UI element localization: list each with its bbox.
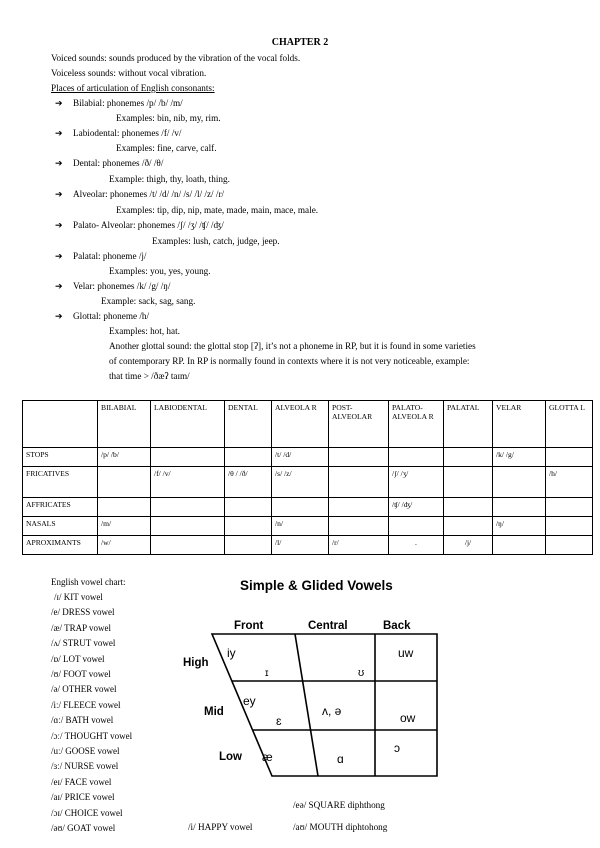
place-glottal: ➔ Glottal: phoneme /h/ (55, 311, 150, 321)
table-header: PALATO-ALVEOLA R (389, 401, 444, 448)
vowel-item: /eɪ/ FACE vowel (51, 776, 112, 787)
table-cell (546, 536, 593, 555)
table-header: LABIODENTAL (151, 401, 225, 448)
table-cell: /l/ (272, 536, 329, 555)
vowel-item: /æ/ TRAP vowel (51, 622, 112, 633)
symbol-central-mid: ʌ, ə (322, 704, 342, 718)
table-row (23, 467, 593, 498)
place-velar: ➔ Velar: phonemes /k/ /g/ /ŋ/ (55, 281, 171, 291)
table-header: GLOTTA L (546, 401, 593, 448)
arrow-icon: ➔ (55, 220, 63, 230)
symbol-ow: ow (400, 711, 416, 725)
table-row-label: STOPS (23, 448, 98, 467)
table-cell (389, 448, 444, 467)
vowel-item: /ɑː/ BATH vowel (51, 715, 114, 726)
place-example: Examples: fine, carve, calf. (116, 143, 217, 153)
row-label-high: High (183, 657, 209, 669)
arrow-icon: ➔ (55, 128, 63, 138)
table-cell (151, 536, 225, 555)
table-cell: /r/ (329, 536, 389, 555)
symbol-script-a: ɑ (337, 752, 344, 766)
vowel-item: /ə/ OTHER vowel (51, 684, 117, 695)
arrow-icon: ➔ (55, 189, 63, 199)
table-cell (151, 498, 225, 517)
symbol-ey: ey (243, 694, 256, 708)
table-cell (389, 517, 444, 536)
table-cell (225, 536, 272, 555)
table-cell: /n/ (272, 517, 329, 536)
glottal-note-line: that time > /ðæʔ taɪm/ (109, 371, 190, 381)
vowel-item: /aɪ/ PRICE vowel (51, 792, 115, 803)
table-cell (493, 498, 546, 517)
vowel-item: /uː/ GOOSE vowel (51, 746, 120, 757)
table-row-label: FRICATIVES (23, 467, 98, 498)
table-header: ALVEOLA R (272, 401, 329, 448)
symbol-lax-i: ɪ (265, 668, 269, 679)
table-header-row (23, 401, 593, 448)
vowel-square: /eə/ SQUARE diphthong (293, 800, 385, 810)
table-cell (493, 467, 546, 498)
table-cell: /ŋ/ (493, 517, 546, 536)
table-cell (329, 467, 389, 498)
table-cell: /t/ /d/ (272, 448, 329, 467)
vowel-item: /ɜː/ NURSE vowel (51, 761, 119, 772)
table-cell (329, 517, 389, 536)
symbol-iy: iy (227, 646, 236, 660)
table-cell (225, 448, 272, 467)
table-cell (493, 536, 546, 555)
table-cell (151, 517, 225, 536)
table-cell: /k/ /g/ (493, 448, 546, 467)
glottal-note-line: Another glottal sound: the glottal stop [ʔ], it’s not a phoneme in RP, but it is found in some varieties (109, 341, 476, 351)
vowel-happy: /i/ HAPPY vowel (188, 822, 253, 832)
glottal-note-line: of contemporary RP. In RP is normally found in contexts where it is not very noticeable, example: (109, 356, 470, 366)
place-alveolar: ➔ Alveolar: phonemes /t/ /d/ /n/ /s/ /l/ /z/ /r/ (55, 189, 225, 199)
table-row (23, 498, 593, 517)
table-header: VELAR (493, 401, 546, 448)
table-header: PALATAL (444, 401, 493, 448)
places-heading: Places of articulation of English consonants: (51, 83, 215, 93)
table-cell (444, 498, 493, 517)
place-example: Examples: hot, hat. (109, 326, 180, 336)
table-cell: /p/ /b/ (98, 448, 151, 467)
col-label-back: Back (383, 620, 411, 632)
arrow-icon: ➔ (55, 158, 63, 168)
place-dental: ➔ Dental: phonemes /ð/ /θ/ (55, 158, 164, 168)
place-example: Examples: tip, dip, nip, mate, made, main, mace, male. (116, 205, 319, 215)
table-header: POST-ALVEOLAR (329, 401, 389, 448)
intro-voiceless: Voiceless sounds: without vocal vibration. (51, 68, 207, 78)
vowel-item: /ʊ/ FOOT vowel (51, 669, 111, 680)
table-row-label: NASALS (23, 517, 98, 536)
table-cell (546, 498, 593, 517)
place-example: Examples: lush, catch, judge, jeep. (152, 236, 280, 246)
table-cell (546, 448, 593, 467)
vowel-item: /əʊ/ GOAT vowel (51, 823, 116, 834)
place-example: Example: thigh, thy, loath, thing. (109, 174, 230, 184)
arrow-icon: ➔ (55, 98, 63, 108)
consonant-table (22, 400, 593, 555)
intro-voiced: Voiced sounds: sounds produced by the vibration of the vocal folds. (51, 53, 301, 63)
place-bilabial: ➔ Bilabial: phonemes /p/ /b/ /m/ (55, 98, 183, 108)
table-cell (225, 517, 272, 536)
vowel-trapezoid-diagram (170, 600, 450, 785)
col-label-central: Central (308, 620, 348, 632)
table-cell (151, 448, 225, 467)
table-cell: . (389, 536, 444, 555)
table-cell: /ʧ/ /ʤ/ (389, 498, 444, 517)
row-label-mid: Mid (204, 706, 224, 718)
place-example: Examples: bin, nib, my, rim. (116, 113, 221, 123)
chapter-title: CHAPTER 2 (271, 37, 329, 48)
table-row-label: APROXIMANTS (23, 536, 98, 555)
place-example: Examples: you, yes, young. (109, 266, 211, 276)
table-cell (444, 517, 493, 536)
vowel-item: /e/ DRESS vowel (51, 607, 115, 618)
place-labiodental: ➔ Labiodental: phonemes /f/ /v/ (55, 128, 182, 138)
symbol-open-o: ɔ (394, 741, 400, 755)
vowel-item: /ɔː/ THOUGHT vowel (51, 730, 133, 741)
vowel-item: /iː/ FLEECE vowel (51, 699, 121, 710)
vowel-item: /ɒ/ LOT vowel (51, 653, 105, 664)
vowel-chart-heading: English vowel chart: (51, 577, 126, 587)
table-cell (98, 498, 151, 517)
vowel-item: /ɔɪ/ CHOICE vowel (51, 807, 123, 818)
table-header: DENTAL (225, 401, 272, 448)
table-cell: /s/ /z/ (272, 467, 329, 498)
table-cell: /ʃ/ /ʒ/ (389, 467, 444, 498)
vowel-item: /ɪ/ KIT vowel (54, 592, 103, 602)
diagram-title: Simple & Glided Vowels (240, 578, 393, 593)
table-cell (546, 517, 593, 536)
table-cell (225, 498, 272, 517)
table-row (23, 448, 593, 467)
arrow-icon: ➔ (55, 251, 63, 261)
table-row-label: AFFRICATES (23, 498, 98, 517)
table-cell (444, 448, 493, 467)
symbol-upsilon: ʊ (358, 667, 365, 679)
table-cell (23, 401, 98, 448)
place-palato-alveolar: ➔ Palato- Alveolar: phonemes /ʃ/ /ʒ/ /ʧ/ /ʤ/ (55, 220, 224, 230)
table-cell (329, 498, 389, 517)
table-row (23, 517, 593, 536)
table-cell (444, 467, 493, 498)
symbol-epsilon: ɛ (276, 714, 282, 728)
table-cell: /m/ (98, 517, 151, 536)
symbol-ae: æ (262, 750, 273, 764)
place-example: Example: sack, sag, sang. (101, 296, 196, 306)
place-palatal: ➔ Palatal: phoneme /j/ (55, 251, 147, 261)
table-header: BILABIAL (98, 401, 151, 448)
grid-line (295, 634, 318, 776)
col-label-front: Front (234, 620, 264, 632)
vowel-item: /ʌ/ STRUT vowel (51, 638, 116, 649)
table-cell (329, 448, 389, 467)
vowel-mouth: /aʊ/ MOUTH diphtohong (293, 822, 388, 832)
symbol-uw: uw (398, 646, 414, 660)
arrow-icon: ➔ (55, 281, 63, 291)
table-cell (98, 467, 151, 498)
table-cell (272, 498, 329, 517)
table-cell: /j/ (444, 536, 493, 555)
table-row (23, 536, 593, 555)
table-cell: /f/ /v/ (151, 467, 225, 498)
row-label-low: Low (219, 751, 242, 763)
arrow-icon: ➔ (55, 311, 63, 321)
table-cell: /h/ (546, 467, 593, 498)
table-cell: /θ / /ð/ (225, 467, 272, 498)
table-cell: /w/ (98, 536, 151, 555)
